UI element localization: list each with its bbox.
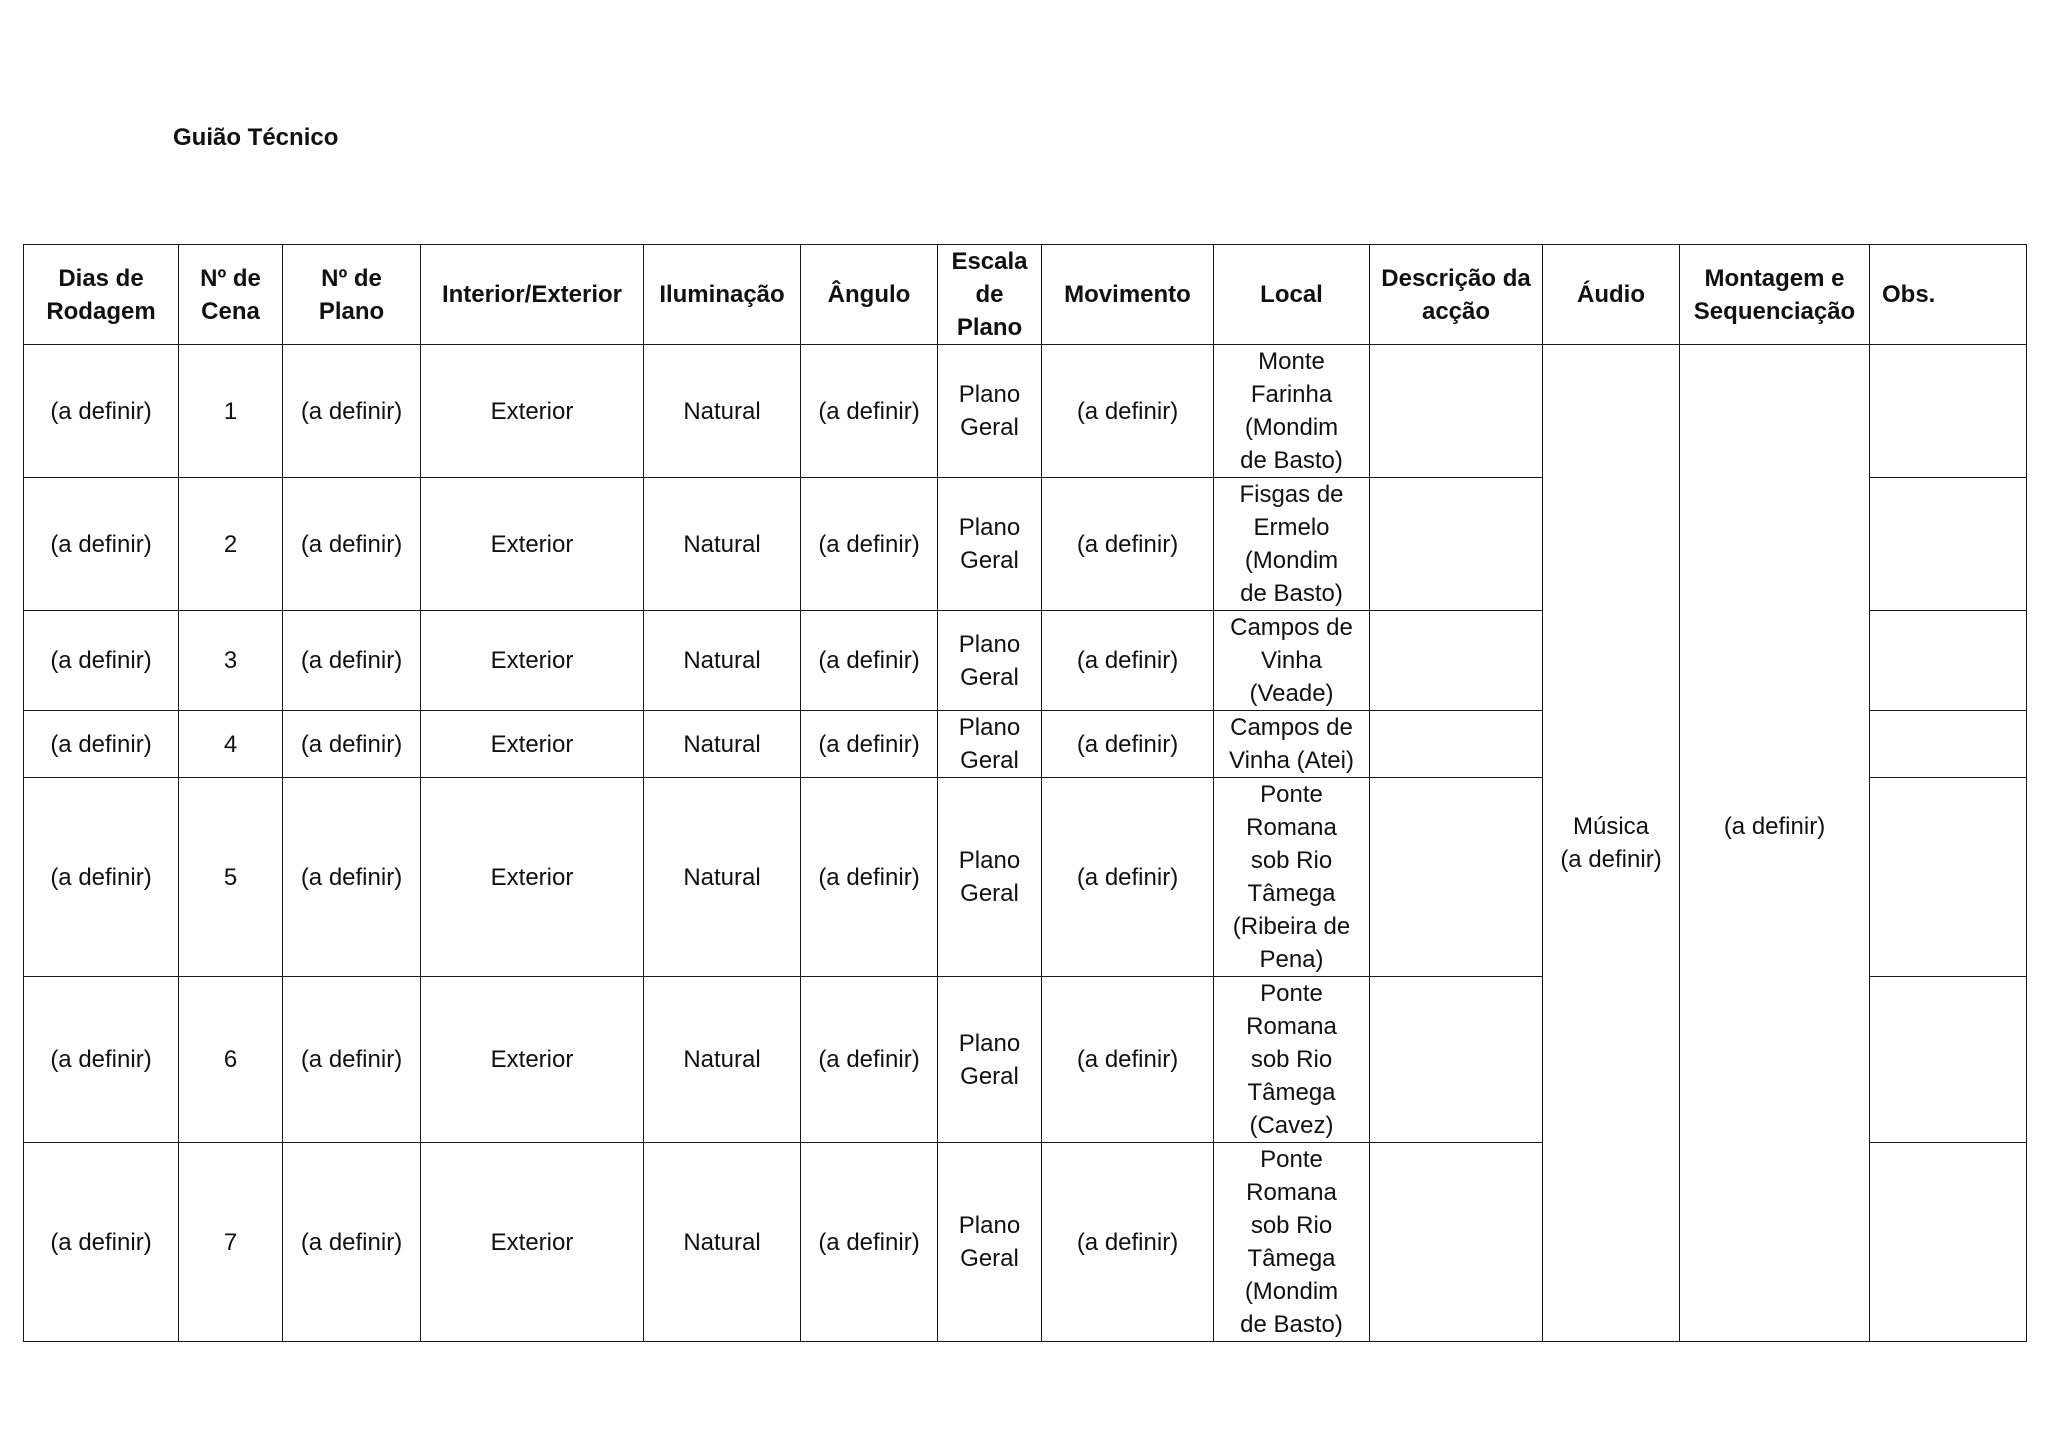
cell-local: Campos de Vinha (Atei) [1214, 711, 1370, 778]
cell-local: Fisgas de Ermelo (Mondim de Basto) [1214, 478, 1370, 611]
cell-interior-exterior: Exterior [421, 711, 644, 778]
cell-dias: (a definir) [24, 345, 179, 478]
col-header-obs: Obs. [1870, 245, 2027, 345]
cell-escala: Plano Geral [938, 611, 1042, 711]
cell-cena: 2 [179, 478, 283, 611]
cell-plano: (a definir) [283, 977, 421, 1143]
cell-angulo: (a definir) [801, 611, 938, 711]
col-header-dias-de-rodagem: Dias de Rodagem [24, 245, 179, 345]
cell-descricao [1370, 611, 1543, 711]
cell-iluminacao: Natural [644, 778, 801, 977]
cell-descricao [1370, 345, 1543, 478]
cell-cena: 4 [179, 711, 283, 778]
cell-movimento: (a definir) [1042, 345, 1214, 478]
cell-descricao [1370, 478, 1543, 611]
technical-script-table [23, 244, 2027, 1342]
cell-audio-merged: Música (a definir) [1543, 345, 1680, 1342]
cell-plano: (a definir) [283, 711, 421, 778]
cell-iluminacao: Natural [644, 478, 801, 611]
cell-angulo: (a definir) [801, 778, 938, 977]
cell-movimento: (a definir) [1042, 611, 1214, 711]
cell-dias: (a definir) [24, 611, 179, 711]
cell-cena: 5 [179, 778, 283, 977]
cell-dias: (a definir) [24, 977, 179, 1143]
col-header-n-de-plano: Nº de Plano [283, 245, 421, 345]
cell-local: Monte Farinha (Mondim de Basto) [1214, 345, 1370, 478]
page-title: Guião Técnico [173, 124, 339, 151]
cell-movimento: (a definir) [1042, 778, 1214, 977]
cell-interior-exterior: Exterior [421, 611, 644, 711]
cell-iluminacao: Natural [644, 611, 801, 711]
col-header-descricao-da-accao: Descrição da acção [1370, 245, 1543, 345]
cell-iluminacao: Natural [644, 345, 801, 478]
cell-descricao [1370, 778, 1543, 977]
cell-cena: 7 [179, 1143, 283, 1342]
col-header-iluminacao: Iluminação [644, 245, 801, 345]
col-header-movimento: Movimento [1042, 245, 1214, 345]
cell-cena: 1 [179, 345, 283, 478]
col-header-angulo: Ângulo [801, 245, 938, 345]
cell-angulo: (a definir) [801, 478, 938, 611]
table-row [24, 345, 2027, 478]
table-header-row [24, 245, 2027, 345]
cell-descricao [1370, 977, 1543, 1143]
cell-obs [1870, 711, 2027, 778]
cell-descricao [1370, 711, 1543, 778]
cell-movimento: (a definir) [1042, 977, 1214, 1143]
cell-plano: (a definir) [283, 611, 421, 711]
col-header-n-de-cena: Nº de Cena [179, 245, 283, 345]
cell-iluminacao: Natural [644, 1143, 801, 1342]
cell-movimento: (a definir) [1042, 711, 1214, 778]
cell-cena: 3 [179, 611, 283, 711]
cell-obs [1870, 778, 2027, 977]
col-header-audio: Áudio [1543, 245, 1680, 345]
cell-obs [1870, 345, 2027, 478]
col-header-montagem-e-sequenciacao: Montagem e Sequenciação [1680, 245, 1870, 345]
cell-plano: (a definir) [283, 345, 421, 478]
cell-interior-exterior: Exterior [421, 345, 644, 478]
cell-obs [1870, 611, 2027, 711]
cell-local: Campos de Vinha (Veade) [1214, 611, 1370, 711]
cell-iluminacao: Natural [644, 977, 801, 1143]
col-header-local: Local [1214, 245, 1370, 345]
cell-obs [1870, 977, 2027, 1143]
cell-montagem-merged: (a definir) [1680, 345, 1870, 1342]
cell-interior-exterior: Exterior [421, 478, 644, 611]
cell-plano: (a definir) [283, 1143, 421, 1342]
cell-dias: (a definir) [24, 478, 179, 611]
cell-dias: (a definir) [24, 711, 179, 778]
cell-angulo: (a definir) [801, 1143, 938, 1342]
cell-local: Ponte Romana sob Rio Tâmega (Cavez) [1214, 977, 1370, 1143]
cell-escala: Plano Geral [938, 778, 1042, 977]
col-header-interior-exterior: Interior/Exterior [421, 245, 644, 345]
cell-interior-exterior: Exterior [421, 977, 644, 1143]
cell-obs [1870, 478, 2027, 611]
cell-escala: Plano Geral [938, 711, 1042, 778]
cell-iluminacao: Natural [644, 711, 801, 778]
cell-plano: (a definir) [283, 778, 421, 977]
cell-angulo: (a definir) [801, 345, 938, 478]
cell-escala: Plano Geral [938, 345, 1042, 478]
cell-escala: Plano Geral [938, 478, 1042, 611]
cell-angulo: (a definir) [801, 711, 938, 778]
cell-descricao [1370, 1143, 1543, 1342]
cell-dias: (a definir) [24, 1143, 179, 1342]
cell-local: Ponte Romana sob Rio Tâmega (Ribeira de Pena) [1214, 778, 1370, 977]
cell-plano: (a definir) [283, 478, 421, 611]
cell-dias: (a definir) [24, 778, 179, 977]
cell-escala: Plano Geral [938, 977, 1042, 1143]
cell-cena: 6 [179, 977, 283, 1143]
cell-escala: Plano Geral [938, 1143, 1042, 1342]
cell-local: Ponte Romana sob Rio Tâmega (Mondim de Basto) [1214, 1143, 1370, 1342]
cell-angulo: (a definir) [801, 977, 938, 1143]
cell-interior-exterior: Exterior [421, 778, 644, 977]
cell-movimento: (a definir) [1042, 478, 1214, 611]
cell-movimento: (a definir) [1042, 1143, 1214, 1342]
col-header-escala-de-plano: Escala de Plano [938, 245, 1042, 345]
cell-obs [1870, 1143, 2027, 1342]
cell-interior-exterior: Exterior [421, 1143, 644, 1342]
